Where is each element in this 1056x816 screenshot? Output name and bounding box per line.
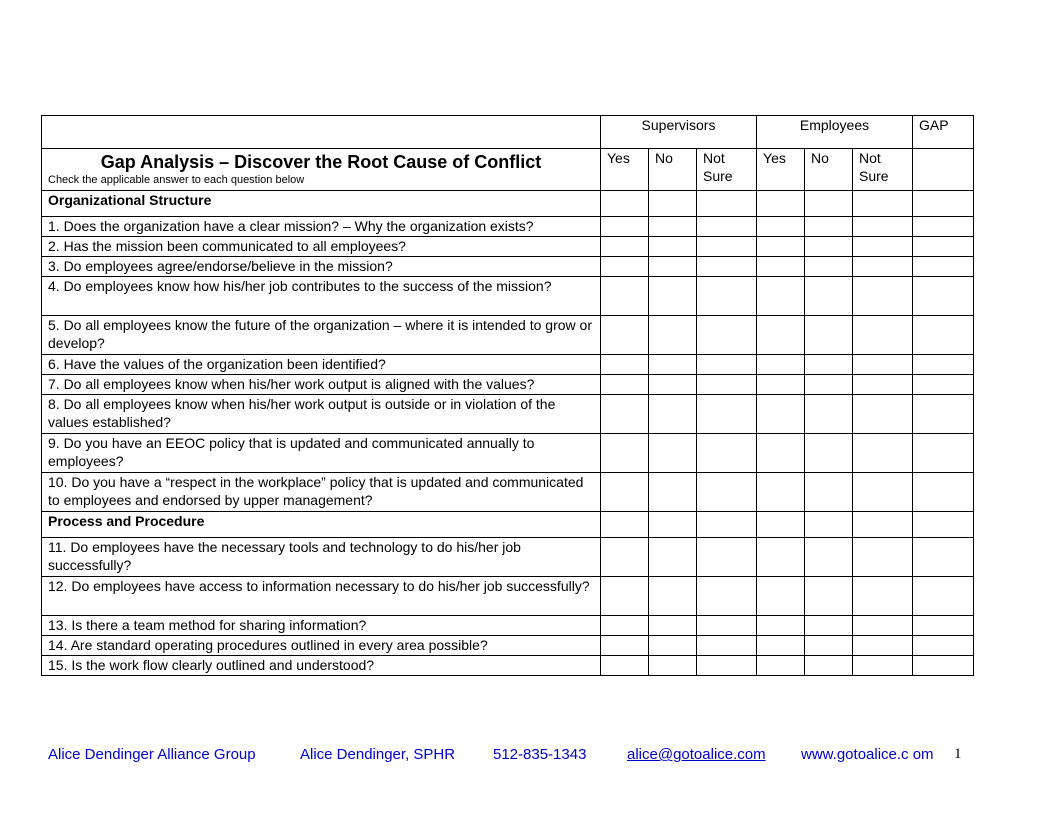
employees-no-check-cell[interactable] [805, 577, 853, 616]
question-text: 7. Do all employees know when his/her work output is aligned with the values? [42, 375, 601, 395]
gap-analysis-table [41, 115, 974, 676]
gap-check-cell[interactable] [913, 277, 974, 316]
supervisors-no-check-cell[interactable] [649, 656, 697, 676]
gap-check-cell[interactable] [913, 316, 974, 355]
question-text: 12. Do employees have access to information necessary to do his/her job successfully? [42, 577, 601, 616]
supervisors-header: Supervisors [601, 116, 757, 149]
employees-yes-check-cell[interactable] [757, 277, 805, 316]
blank-header-cell [42, 116, 601, 149]
supervisors-not-sure-check-cell[interactable] [697, 538, 757, 577]
question-row [42, 316, 974, 355]
employees-not-sure-check-cell[interactable] [853, 434, 913, 473]
question-row [42, 434, 974, 473]
gap-check-cell[interactable] [913, 434, 974, 473]
supervisors-not-sure-check-cell[interactable] [697, 355, 757, 375]
supervisors-no-check-cell[interactable] [649, 616, 697, 636]
supervisors-no-check-cell[interactable] [649, 375, 697, 395]
employees-not-sure-check-cell[interactable] [853, 375, 913, 395]
question-row [42, 277, 974, 316]
question-row [42, 375, 974, 395]
footer-email-link[interactable]: alice@gotoalice.com [627, 746, 766, 763]
supervisors-no-check-cell[interactable] [649, 538, 697, 577]
employees-no-check-cell[interactable] [805, 434, 853, 473]
section-empty-cell [757, 191, 805, 217]
title-cell [42, 149, 601, 191]
supervisors-yes-check-cell[interactable] [601, 395, 649, 434]
employees-no-check-cell[interactable] [805, 636, 853, 656]
supervisors-not-sure-check-cell[interactable] [697, 395, 757, 434]
supervisors-no-check-cell[interactable] [649, 217, 697, 237]
supervisors-yes-check-cell[interactable] [601, 434, 649, 473]
employees-yes-check-cell[interactable] [757, 395, 805, 434]
employees-no-check-cell[interactable] [805, 616, 853, 636]
page-number: 1 [954, 746, 962, 762]
employees-no-check-cell[interactable] [805, 395, 853, 434]
supervisors-yes-header: Yes [601, 149, 649, 191]
supervisors-not-sure-header: Not Sure [697, 149, 757, 191]
question-row [42, 656, 974, 676]
supervisors-no-check-cell[interactable] [649, 237, 697, 257]
question-row [42, 257, 974, 277]
supervisors-no-check-cell[interactable] [649, 636, 697, 656]
employees-yes-check-cell[interactable] [757, 538, 805, 577]
supervisors-yes-check-cell[interactable] [601, 257, 649, 277]
instruction-text: Check the applicable answer to each question below [48, 174, 305, 186]
gap-check-cell[interactable] [913, 395, 974, 434]
employees-no-check-cell[interactable] [805, 656, 853, 676]
gap-check-cell[interactable] [913, 577, 974, 616]
gap-check-cell[interactable] [913, 217, 974, 237]
employees-yes-check-cell[interactable] [757, 656, 805, 676]
supervisors-yes-check-cell[interactable] [601, 237, 649, 257]
group-header-row [42, 116, 974, 149]
question-text: 2. Has the mission been communicated to all employees? [42, 237, 601, 257]
employees-no-check-cell[interactable] [805, 355, 853, 375]
supervisors-not-sure-check-cell[interactable] [697, 636, 757, 656]
employees-yes-check-cell[interactable] [757, 375, 805, 395]
supervisors-yes-check-cell[interactable] [601, 375, 649, 395]
supervisors-not-sure-check-cell[interactable] [697, 316, 757, 355]
supervisors-no-check-cell[interactable] [649, 395, 697, 434]
supervisors-yes-check-cell[interactable] [601, 277, 649, 316]
section-row [42, 512, 974, 538]
gap-check-cell[interactable] [913, 473, 974, 512]
supervisors-yes-check-cell[interactable] [601, 473, 649, 512]
supervisors-not-sure-check-cell[interactable] [697, 257, 757, 277]
section-empty-cell [757, 512, 805, 538]
section-row [42, 191, 974, 217]
supervisors-yes-check-cell[interactable] [601, 616, 649, 636]
employees-yes-check-cell[interactable] [757, 217, 805, 237]
footer-website: www.gotoalice.c om [801, 746, 934, 763]
employees-no-check-cell[interactable] [805, 538, 853, 577]
gap-check-cell[interactable] [913, 656, 974, 676]
supervisors-yes-check-cell[interactable] [601, 538, 649, 577]
employees-no-check-cell[interactable] [805, 217, 853, 237]
supervisors-no-check-cell[interactable] [649, 257, 697, 277]
employees-no-check-cell[interactable] [805, 375, 853, 395]
supervisors-no-check-cell[interactable] [649, 316, 697, 355]
question-text: 8. Do all employees know when his/her work output is outside or in violation of the values established? [42, 395, 601, 434]
employees-not-sure-check-cell[interactable] [853, 316, 913, 355]
employees-yes-header: Yes [757, 149, 805, 191]
question-row [42, 355, 974, 375]
question-text: 14. Are standard operating procedures outlined in every area possible? [42, 636, 601, 656]
question-row [42, 616, 974, 636]
question-row [42, 237, 974, 257]
gap-check-cell[interactable] [913, 355, 974, 375]
gap-check-cell[interactable] [913, 257, 974, 277]
question-row [42, 395, 974, 434]
supervisors-not-sure-check-cell[interactable] [697, 375, 757, 395]
employees-not-sure-check-cell[interactable] [853, 237, 913, 257]
supervisors-yes-check-cell[interactable] [601, 217, 649, 237]
section-heading: Organizational Structure [42, 191, 601, 217]
supervisors-not-sure-check-cell[interactable] [697, 616, 757, 636]
supervisors-not-sure-check-cell[interactable] [697, 656, 757, 676]
section-empty-cell [649, 191, 697, 217]
footer-company: Alice Dendinger Alliance Group [48, 746, 256, 763]
employees-not-sure-check-cell[interactable] [853, 577, 913, 616]
section-empty-cell [913, 512, 974, 538]
supervisors-not-sure-check-cell[interactable] [697, 577, 757, 616]
section-empty-cell [601, 512, 649, 538]
document-title: Gap Analysis – Discover the Root Cause of Conflict [100, 152, 542, 172]
employees-not-sure-check-cell[interactable] [853, 616, 913, 636]
employees-not-sure-check-cell[interactable] [853, 636, 913, 656]
employees-yes-check-cell[interactable] [757, 316, 805, 355]
employees-no-header: No [805, 149, 853, 191]
employees-yes-check-cell[interactable] [757, 473, 805, 512]
gap-check-cell[interactable] [913, 375, 974, 395]
employees-yes-check-cell[interactable] [757, 434, 805, 473]
section-empty-cell [697, 191, 757, 217]
section-empty-cell [649, 512, 697, 538]
employees-not-sure-check-cell[interactable] [853, 277, 913, 316]
employees-yes-check-cell[interactable] [757, 237, 805, 257]
supervisors-yes-check-cell[interactable] [601, 316, 649, 355]
question-text: 9. Do you have an EEOC policy that is updated and communicated annually to employees? [42, 434, 601, 473]
question-row [42, 577, 974, 616]
section-empty-cell [697, 512, 757, 538]
supervisors-not-sure-check-cell[interactable] [697, 237, 757, 257]
employees-no-check-cell[interactable] [805, 316, 853, 355]
question-text: 4. Do employees know how his/her job contributes to the success of the mission? [42, 277, 601, 316]
question-text: 5. Do all employees know the future of the organization – where it is intended to grow or develop? [42, 316, 601, 355]
employees-header: Employees [757, 116, 913, 149]
gap-check-cell[interactable] [913, 538, 974, 577]
question-text: 11. Do employees have the necessary tools and technology to do his/her job successfully? [42, 538, 601, 577]
question-text: 3. Do employees agree/endorse/believe in the mission? [42, 257, 601, 277]
section-empty-cell [913, 191, 974, 217]
employees-not-sure-check-cell[interactable] [853, 656, 913, 676]
supervisors-yes-check-cell[interactable] [601, 577, 649, 616]
supervisors-no-check-cell[interactable] [649, 434, 697, 473]
supervisors-not-sure-check-cell[interactable] [697, 277, 757, 316]
supervisors-not-sure-check-cell[interactable] [697, 434, 757, 473]
supervisors-no-header: No [649, 149, 697, 191]
employees-no-check-cell[interactable] [805, 277, 853, 316]
supervisors-not-sure-check-cell[interactable] [697, 473, 757, 512]
employees-not-sure-check-cell[interactable] [853, 538, 913, 577]
employees-not-sure-header: Not Sure [853, 149, 913, 191]
supervisors-no-check-cell[interactable] [649, 577, 697, 616]
supervisors-no-check-cell[interactable] [649, 473, 697, 512]
section-empty-cell [601, 191, 649, 217]
gap-subheader-cell [913, 149, 974, 191]
question-text: 6. Have the values of the organization been identified? [42, 355, 601, 375]
question-row [42, 538, 974, 577]
supervisors-no-check-cell[interactable] [649, 277, 697, 316]
employees-no-check-cell[interactable] [805, 237, 853, 257]
section-heading: Process and Procedure [42, 512, 601, 538]
supervisors-yes-check-cell[interactable] [601, 656, 649, 676]
section-empty-cell [805, 512, 853, 538]
employees-not-sure-check-cell[interactable] [853, 257, 913, 277]
column-header-row [42, 149, 974, 191]
supervisors-yes-check-cell[interactable] [601, 355, 649, 375]
gap-header: GAP [913, 116, 974, 149]
employees-not-sure-check-cell[interactable] [853, 217, 913, 237]
employees-yes-check-cell[interactable] [757, 257, 805, 277]
supervisors-no-check-cell[interactable] [649, 355, 697, 375]
question-row [42, 473, 974, 512]
section-empty-cell [853, 512, 913, 538]
question-text: 13. Is there a team method for sharing information? [42, 616, 601, 636]
employees-no-check-cell[interactable] [805, 473, 853, 512]
employees-not-sure-check-cell[interactable] [853, 395, 913, 434]
employees-not-sure-check-cell[interactable] [853, 473, 913, 512]
question-text: 1. Does the organization have a clear mission? – Why the organization exists? [42, 217, 601, 237]
question-row [42, 636, 974, 656]
employees-yes-check-cell[interactable] [757, 616, 805, 636]
question-row [42, 217, 974, 237]
employees-yes-check-cell[interactable] [757, 355, 805, 375]
gap-check-cell[interactable] [913, 636, 974, 656]
section-empty-cell [853, 191, 913, 217]
question-text: 15. Is the work flow clearly outlined and understood? [42, 656, 601, 676]
employees-yes-check-cell[interactable] [757, 636, 805, 656]
gap-check-cell[interactable] [913, 237, 974, 257]
question-text: 10. Do you have a “respect in the workplace” policy that is updated and communicated to employees and endorsed by upper management? [42, 473, 601, 512]
section-empty-cell [805, 191, 853, 217]
employees-not-sure-check-cell[interactable] [853, 355, 913, 375]
supervisors-not-sure-check-cell[interactable] [697, 217, 757, 237]
footer-person: Alice Dendinger, SPHR [300, 746, 456, 763]
gap-check-cell[interactable] [913, 616, 974, 636]
footer-phone: 512-835-1343 [493, 746, 587, 763]
employees-no-check-cell[interactable] [805, 257, 853, 277]
employees-yes-check-cell[interactable] [757, 577, 805, 616]
supervisors-yes-check-cell[interactable] [601, 636, 649, 656]
